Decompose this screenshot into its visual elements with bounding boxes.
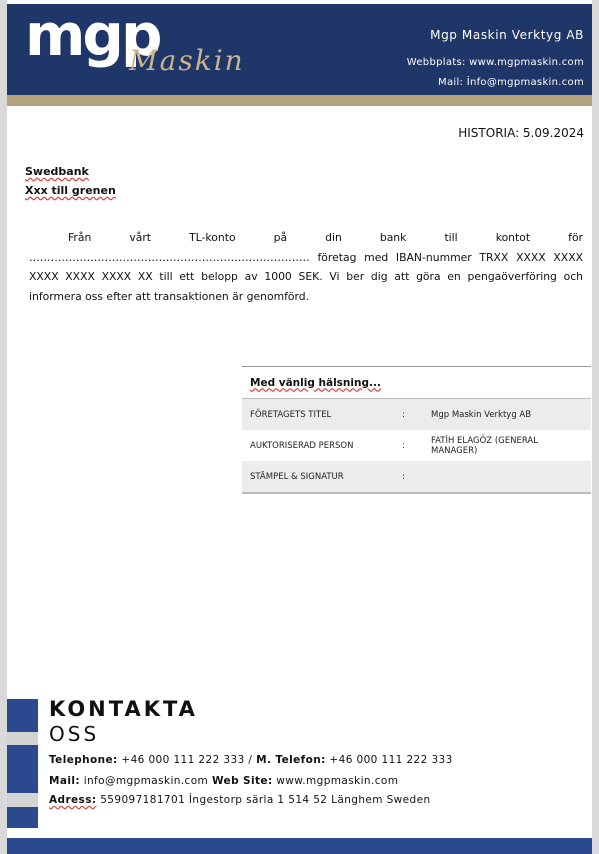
telephone-value: +46 000 111 222 333 (121, 754, 245, 766)
footer-side-block (7, 699, 38, 732)
recipient-branch: Xxx till grenen (25, 184, 116, 197)
signature-row-label: STÄMPEL & SIGNATUR (250, 471, 344, 482)
company-logo-script: Maskin (129, 44, 245, 77)
contact-mail-line (49, 775, 398, 787)
contact-mail-value: info@mgpmaskin.com (83, 775, 209, 787)
signature-heading: Med vänlig hälsning... (242, 367, 591, 399)
contact-mail-label: Mail: (49, 775, 80, 787)
mobile-label: M. Telefon: (256, 754, 326, 766)
header-company-name: Mgp Maskin Verktyg AB (430, 28, 584, 42)
header-website (407, 57, 584, 68)
signature-table (242, 366, 591, 494)
signature-row-label: AUKTORISERAD PERSON (250, 440, 354, 451)
telephone-label: Telephone: (49, 754, 118, 766)
footer-bar (7, 838, 592, 854)
contact-website-value: www.mgpmaskin.com (276, 775, 399, 787)
mobile-value: +46 000 111 222 333 (329, 754, 453, 766)
address-label: Adress: (49, 794, 97, 806)
header-mail-label: Mail: (438, 77, 464, 88)
contact-phone-line (49, 754, 453, 766)
company-logo: mgp (25, 1, 160, 69)
footer-side-stripe (7, 793, 38, 807)
signature-row (242, 461, 591, 492)
header-mail-value: İnfo@mgpmaskin.com (466, 77, 584, 88)
header-website-value: www.mgpmaskin.com (469, 57, 584, 68)
contact-subtitle: OSS (49, 722, 100, 746)
signature-row-label: FÖRETAGETS TITEL (250, 409, 332, 420)
header-mail (438, 77, 584, 88)
footer-side-block (7, 807, 38, 828)
signature-row (242, 399, 591, 430)
footer-side-block (7, 745, 38, 793)
header-website-label: Webbplats: (406, 57, 466, 68)
address-value: 559097181701 İngestorp särla 1 514 52 Länghem Sweden (100, 794, 431, 806)
signature-row (242, 430, 591, 461)
header-accent-bar (7, 95, 592, 106)
letter-body: Från vårt TL-konto på din bank till kontot för …………………………………………………………………… företag med IBAN-nummer TRXX XXXX XXXX XXXX XXXX XXXX XX till ett belopp av 1000 SEK. Vi ber dig att göra en pengaöverföring och informera oss efter att transaktionen är genomförd. (29, 231, 583, 303)
letterhead-header (7, 1, 592, 95)
contact-title: KONTAKTA (49, 697, 198, 721)
contact-website-label: Web Site: (211, 775, 273, 787)
signature-row-colon: : (402, 409, 405, 420)
recipient-bank: Swedbank (25, 165, 89, 178)
signature-row-value: Mgp Maskin Verktyg AB (431, 409, 532, 420)
signature-row-colon: : (402, 440, 405, 451)
contact-address-line (49, 794, 431, 806)
footer-side-stripe (7, 732, 38, 745)
phone-separator: / (248, 754, 253, 766)
letter-page (7, 0, 592, 854)
signature-row-value: FATİH ELAGÖZ (GENERAL MANAGER) (431, 435, 538, 456)
signature-row-colon: : (402, 471, 405, 482)
date-line: HISTORIA: 5.09.2024 (458, 126, 584, 140)
